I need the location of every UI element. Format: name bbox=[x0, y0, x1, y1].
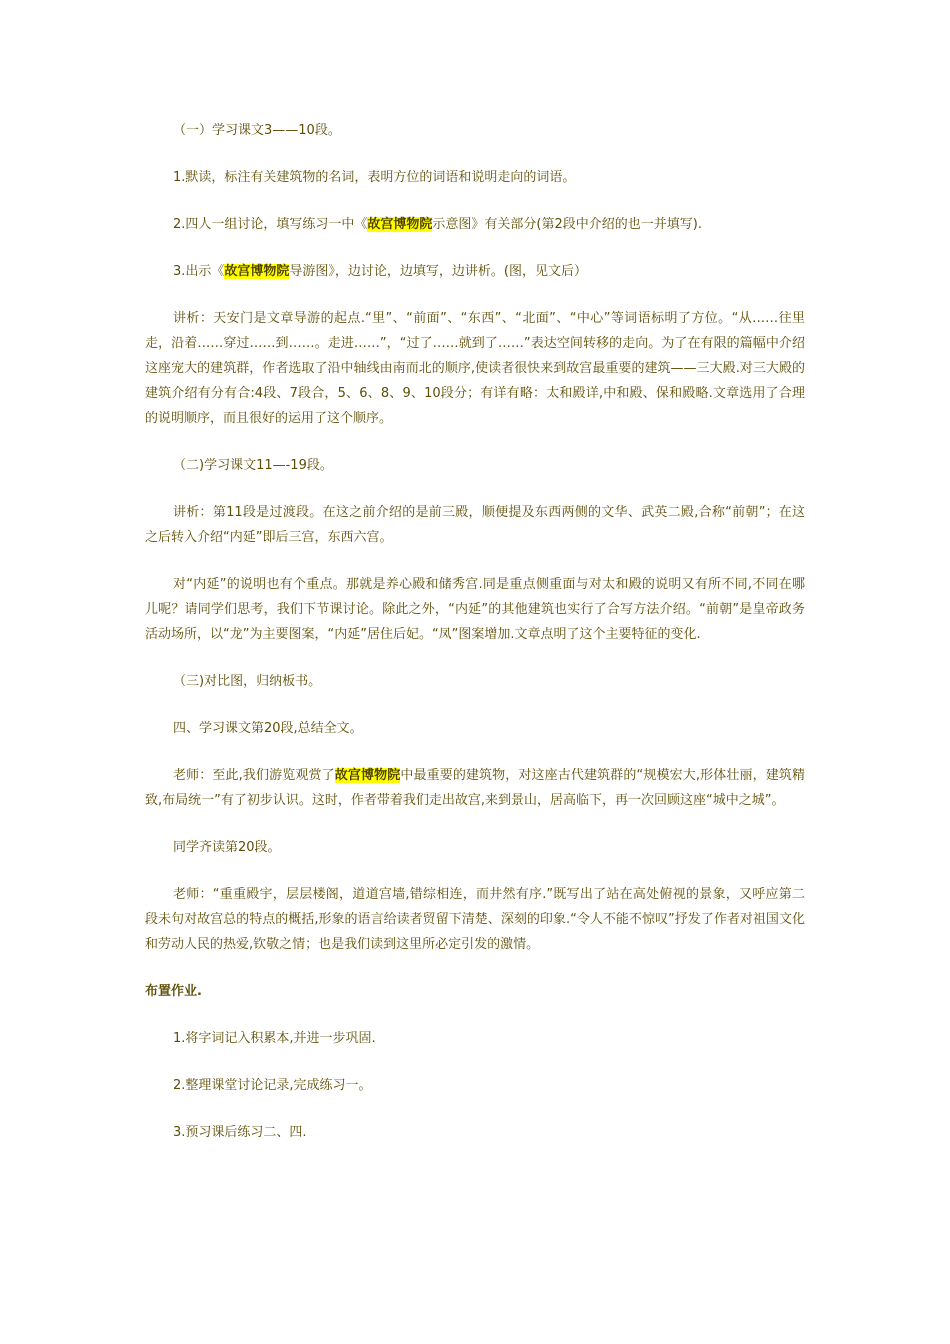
section-heading-1: （一）学习课文3——10段。 bbox=[173, 123, 341, 138]
class-reading-line: 同学齐读第20段。 bbox=[173, 840, 281, 855]
step-2-group-discussion: 2.四人一组讨论，填写练习一中《故宫博物院示意图》有关部分(第2段中介绍的也一并填写). bbox=[173, 217, 702, 232]
section-heading-3: （三)对比图，归纳板书。 bbox=[173, 674, 322, 689]
document-page bbox=[145, 118, 805, 1167]
step-1-silent-reading: 1.默读，标注有关建筑物的名词，表明方位的词语和说明走向的词语。 bbox=[173, 170, 576, 185]
teacher-summary-2: 老师：“重重殿宇，层层楼阁，道道宫墙,错综相连，而井然有序.”既写出了站在高处俯视的景象，又呼应第二段未句对故宫总的特点的概括,形象的语言给读者贸留下清楚、深刻的印象.“令人不能不惊叹”抒发了作者对祖国文化和劳动人民的热爱,钦敬之情；也是我们读到这里所必定引发的激情。 bbox=[145, 887, 805, 952]
highlighted-term: 故宫博物院 bbox=[367, 217, 433, 232]
inner-court-paragraph: 对“内延”的说明也有个重点。那就是养心殿和储秀宫.同是重点侧重面与对太和殿的说明又有所不同,不同在哪儿呢？请同学们思考，我们下节课讨论。除此之外，“内延”的其他建筑也实行了合写方法介绍。“前朝”是皇帝政务活动场所，以“龙”为主要图案，“内延”居住后妃。“凤”图案增加.文章点明了这个主要特征的变化. bbox=[145, 577, 805, 642]
highlighted-term: 故宫博物院 bbox=[224, 264, 290, 279]
step-3-guide-map: 3.出示《故宫博物院导游图》，边讨论，边填写，边讲析。(图，见文后） bbox=[173, 264, 587, 279]
section-heading-2: （二)学习课文11—-19段。 bbox=[173, 458, 333, 473]
section-heading-4: 四、学习课文第20段,总结全文。 bbox=[173, 721, 363, 736]
homework-heading: 布置作业. bbox=[145, 984, 202, 999]
homework-item-2: 2.整理课堂讨论记录,完成练习一。 bbox=[173, 1078, 372, 1093]
analysis-paragraph-1: 讲析：天安门是文章导游的起点.“里”、“前面”、“东西”、“北面”、“中心”等词语标明了方位。“从……往里走，沿着……穿过……到……。走进……”，“过了……就到了……”表达空间转移的走向。为了在有限的篇幅中介绍这座宠大的建筑群，作者选取了沿中轴线由南而北的顺序,使读者很快来到故宫最重要的建筑——三大殿.对三大殿的建筑介绍有分有合:4段、7段合，5、6、8、9、10段分；有详有略：太和殿详,中和殿、保和殿略.文章选用了合理的说明顺序，而且很好的运用了这个顺序。 bbox=[145, 311, 805, 426]
analysis-paragraph-2: 讲析：第11段是过渡段。在这之前介绍的是前三殿，顺便提及东西两侧的文华、武英二殿,合称“前朝”；在这之后转入介绍“内延”即后三宫，东西六宫。 bbox=[145, 505, 805, 545]
homework-item-3: 3.预习课后练习二、四. bbox=[173, 1125, 307, 1140]
highlighted-term: 故宫博物院 bbox=[334, 768, 401, 783]
homework-item-1: 1.将字词记入积累本,并进一步巩固. bbox=[173, 1031, 376, 1046]
teacher-summary-1: 老师：至此,我们游览观赏了故宫博物院中最重要的建筑物，对这座古代建筑群的“规模宏大,形体壮丽，建筑精致,布局统一”有了初步认识。这时，作者带着我们走出故宫,来到景山，居高临下，再一次回顾这座“城中之城”。 bbox=[145, 768, 805, 808]
